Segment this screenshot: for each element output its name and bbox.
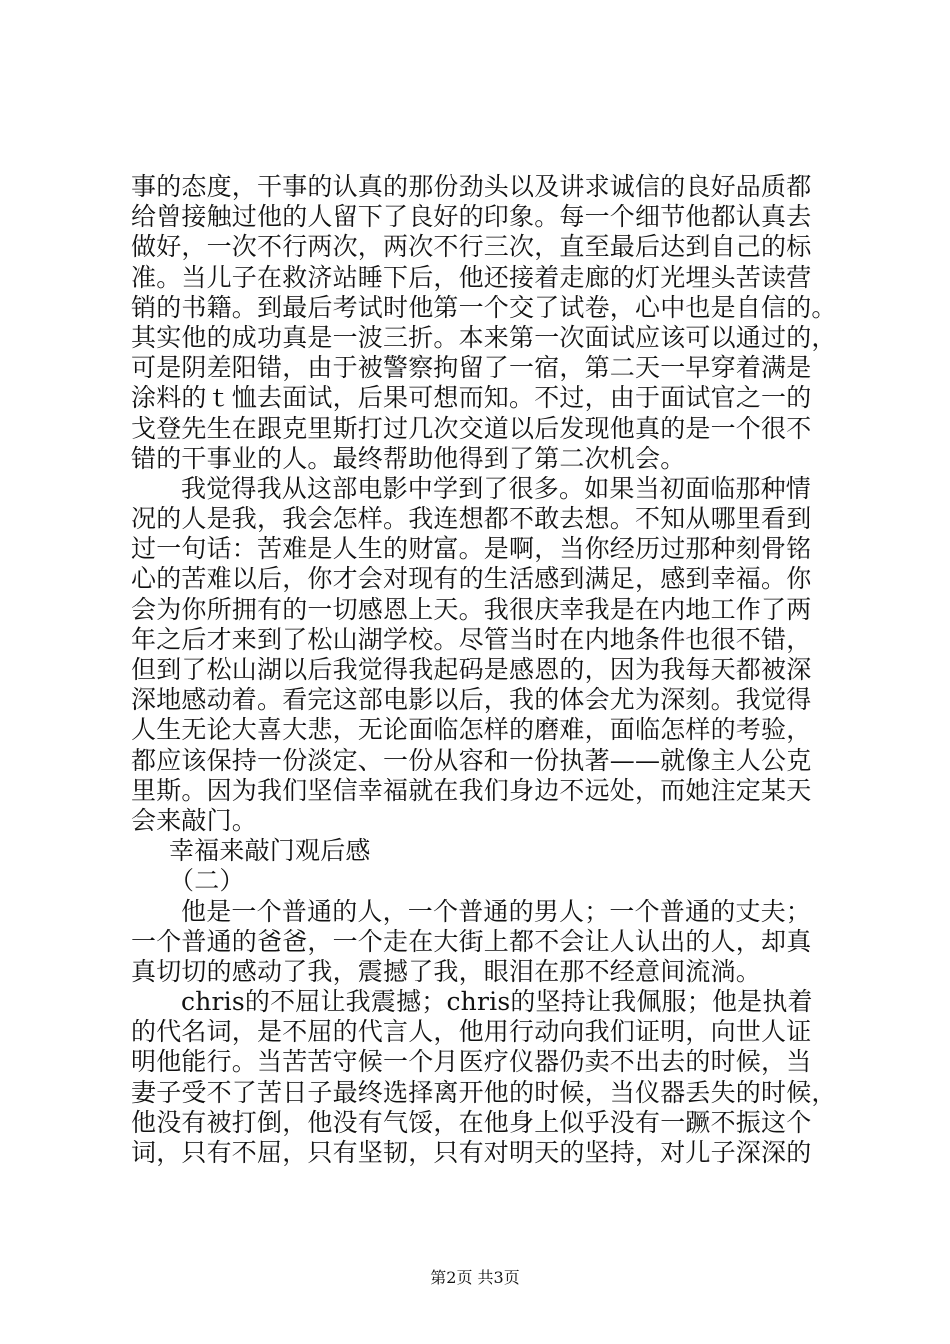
text-line: 里斯。因为我们坚信幸福就在我们身边不远处，而她注定某天 bbox=[131, 775, 812, 805]
page-footer bbox=[0, 1268, 950, 1288]
text-line: 真切切的感动了我，震撼了我，眼泪在那不经意间流淌。 bbox=[131, 956, 762, 986]
text-line: 可是阴差阳错，由于被警察拘留了一宿，第二天一早穿着满是 bbox=[131, 353, 812, 383]
text-line: 过一句话：苦难是人生的财富。是啊，当你经历过那种刻骨铭 bbox=[131, 534, 812, 564]
text-line: 一个普通的爸爸，一个走在大街上都不会让人认出的人，却真 bbox=[131, 926, 812, 956]
text-line: 给曾接触过他的人留下了良好的印象。每一个细节他都认真去 bbox=[131, 202, 812, 232]
text-line: 心的苦难以后，你才会对现有的生活感到满足，感到幸福。你 bbox=[131, 564, 812, 594]
text-line: 其实他的成功真是一波三折。本来第一次面试应该可以通过的， bbox=[131, 322, 837, 352]
text-line: 会来敲门。 bbox=[131, 805, 258, 835]
text-line: 况的人是我，我会怎样。我连想都不敢去想。不知从哪里看到 bbox=[131, 504, 812, 534]
page-number-label: 第2页 共3页 bbox=[430, 1268, 520, 1287]
text-line: 会为你所拥有的一切感恩上天。我很庆幸我是在内地工作了两 bbox=[131, 594, 812, 624]
text-line: 他没有被打倒，他没有气馁，在他身上似乎没有一蹶不振这个 bbox=[131, 1107, 812, 1137]
text-line: 事的态度，干事的认真的那份劲头以及讲求诚信的良好品质都 bbox=[131, 172, 812, 201]
text-line: 但到了松山湖以后我觉得我起码是感恩的，因为我每天都被深 bbox=[131, 655, 812, 684]
text-line: 涂料的ｔ恤去面试，后果可想而知。不过，由于面试官之一的 bbox=[131, 383, 812, 413]
section-number: （二） bbox=[169, 866, 245, 896]
text-line: 错的干事业的人。最终帮助他得到了第二次机会。 bbox=[131, 443, 686, 473]
section-title: 幸福来敲门观后感 bbox=[169, 836, 371, 866]
paragraph-start-line: 我觉得我从这部电影中学到了很多。如果当初面临那种情 bbox=[181, 473, 812, 503]
text-line: 妻子受不了苦日子最终选择离开他的时候，当仪器丢失的时候， bbox=[131, 1077, 837, 1107]
text-line: 戈登先生在跟克里斯打过几次交道以后发现他真的是一个很不 bbox=[131, 413, 812, 443]
paragraph-start-line: chris的不屈让我震撼；chris的坚持让我佩服；他是执着 bbox=[181, 987, 813, 1017]
text-line: 销的书籍。到最后考试时他第一个交了试卷，心中也是自信的。 bbox=[131, 292, 837, 322]
text-line: 做好，一次不行两次，两次不行三次，直至最后达到自己的标 bbox=[131, 232, 812, 262]
text-line: 年之后才来到了松山湖学校。尽管当时在内地条件也很不错， bbox=[131, 624, 812, 654]
text-line: 人生无论大喜大悲，无论面临怎样的磨难，面临怎样的考验， bbox=[131, 715, 812, 745]
document-body bbox=[131, 172, 851, 1168]
paragraph-start-line: 他是一个普通的人，一个普通的男人；一个普通的丈夫； bbox=[181, 896, 812, 926]
text-line: 的代名词，是不屈的代言人，他用行动向我们证明，向世人证 bbox=[131, 1017, 812, 1047]
text-line: 明他能行。当苦苦守候一个月医疗仪器仍卖不出去的时候，当 bbox=[131, 1047, 812, 1077]
text-line: 都应该保持一份淡定、一份从容和一份执著——就像主人公克 bbox=[131, 745, 812, 775]
text-line: 词，只有不屈，只有坚韧，只有对明天的坚持，对儿子深深的 bbox=[131, 1138, 812, 1167]
text-line: 准。当儿子在救济站睡下后，他还接着走廊的灯光埋头苦读营 bbox=[131, 262, 812, 292]
text-line: 深地感动着。看完这部电影以后，我的体会尤为深刻。我觉得 bbox=[131, 685, 812, 715]
